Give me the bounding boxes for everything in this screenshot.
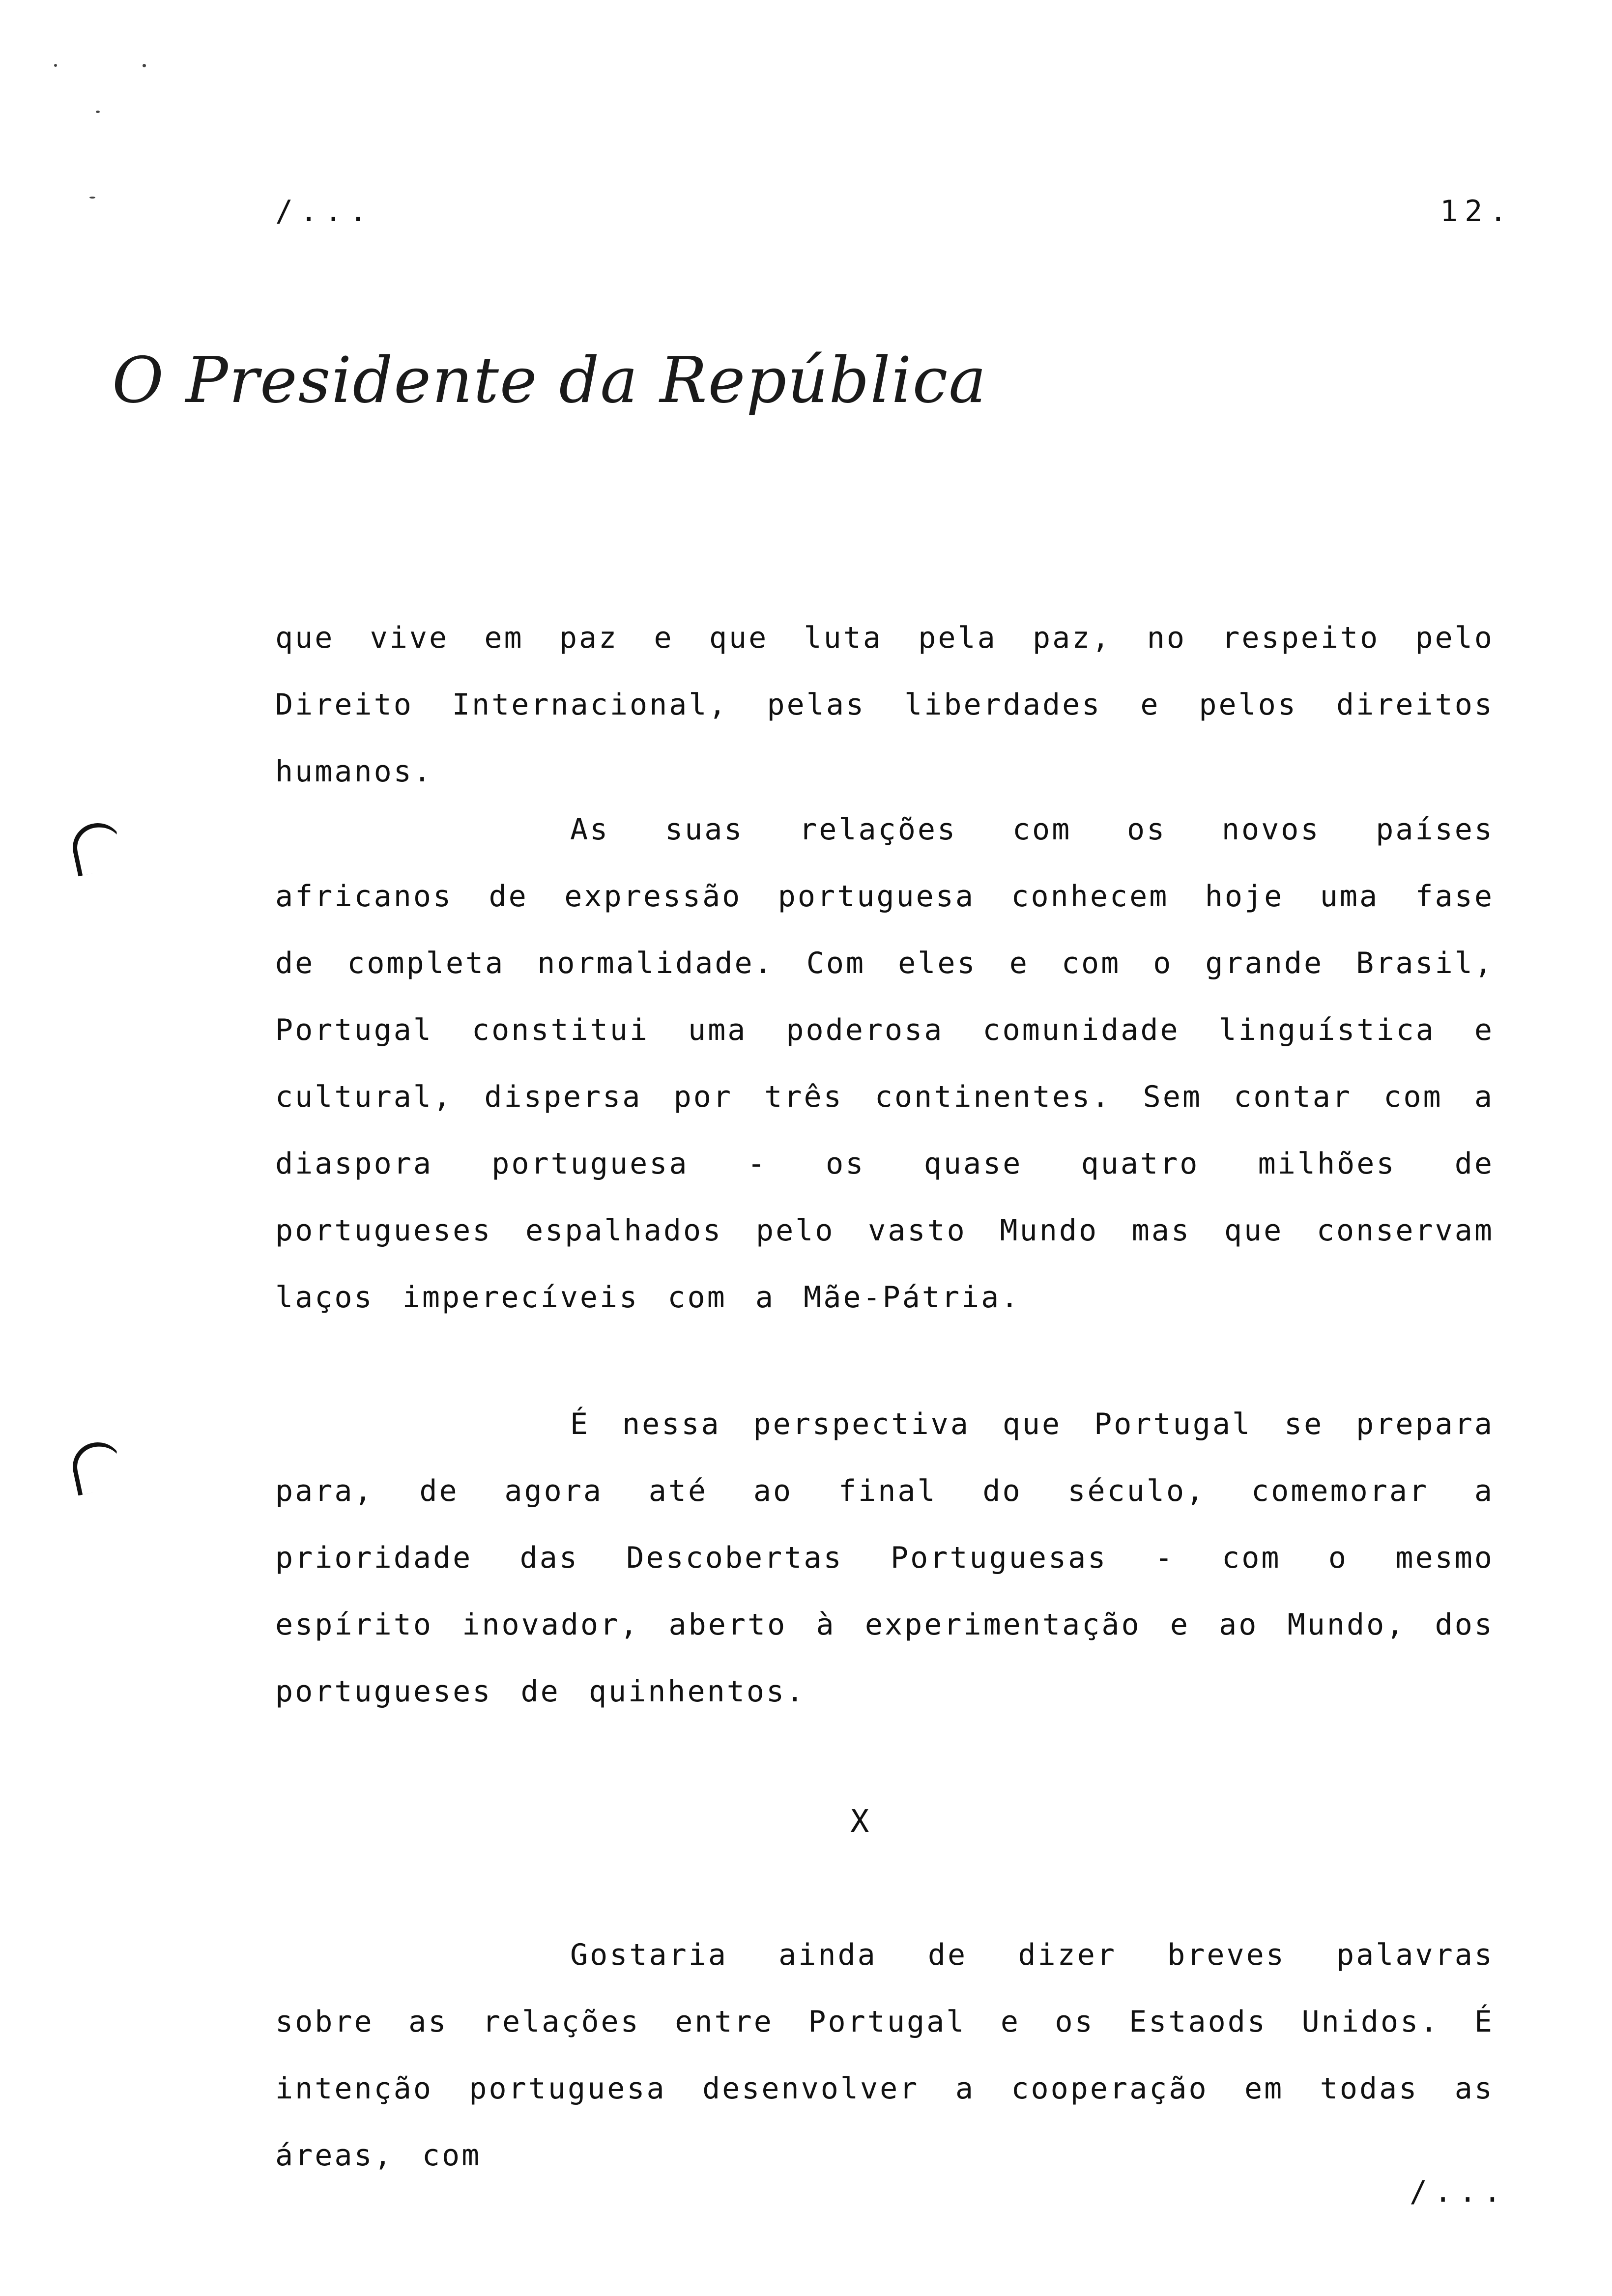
paragraph: As suas relações com os novos países africanos de expressão portuguesa conhecem hoje uma fase de completa normalidade. Com eles e com o grande Brasil, Portugal constitui uma poderosa comunidade linguística e cultural, dispersa por três continentes. Sem contar com a diaspora portuguesa - os quase quatro milhões de portugueses espalhados pelo vasto Mundo mas que conservam laços imperecíveis com a Mãe-Pátria. [275,812,1494,1315]
scan-speck [89,197,95,199]
paragraph: que vive em paz e que luta pela paz, no respeito pelo Direito Internacional, pelas liberdades e pelos direitos humanos. [275,621,1494,789]
scan-speck [96,111,100,113]
scan-speck [54,64,57,67]
section-separator: X [850,1804,869,1840]
continuation-mark-top: /... [275,194,374,229]
letterhead-title: O Presidente da República [112,344,987,417]
binding-hole-mark [68,819,127,877]
page-number: 12. [1440,194,1514,229]
continuation-mark-bottom: /... [1410,2175,1508,2209]
paragraph: Gostaria ainda de dizer breves palavras sobre as relações entre Portugal e os Estaods Unidos. É intenção portuguesa desenvolver a cooperação em todas as áreas, com [275,1938,1494,2173]
paragraph: É nessa perspectiva que Portugal se prepara para, de agora até ao final do século, comemorar a prioridade das Descobertas Portuguesas - com o mesmo espírito inovador, aberto à experimentação e ao Mundo, dos portugueses de quinhentos. [275,1407,1494,1709]
binding-hole-mark [68,1438,127,1496]
scan-speck [143,64,146,67]
